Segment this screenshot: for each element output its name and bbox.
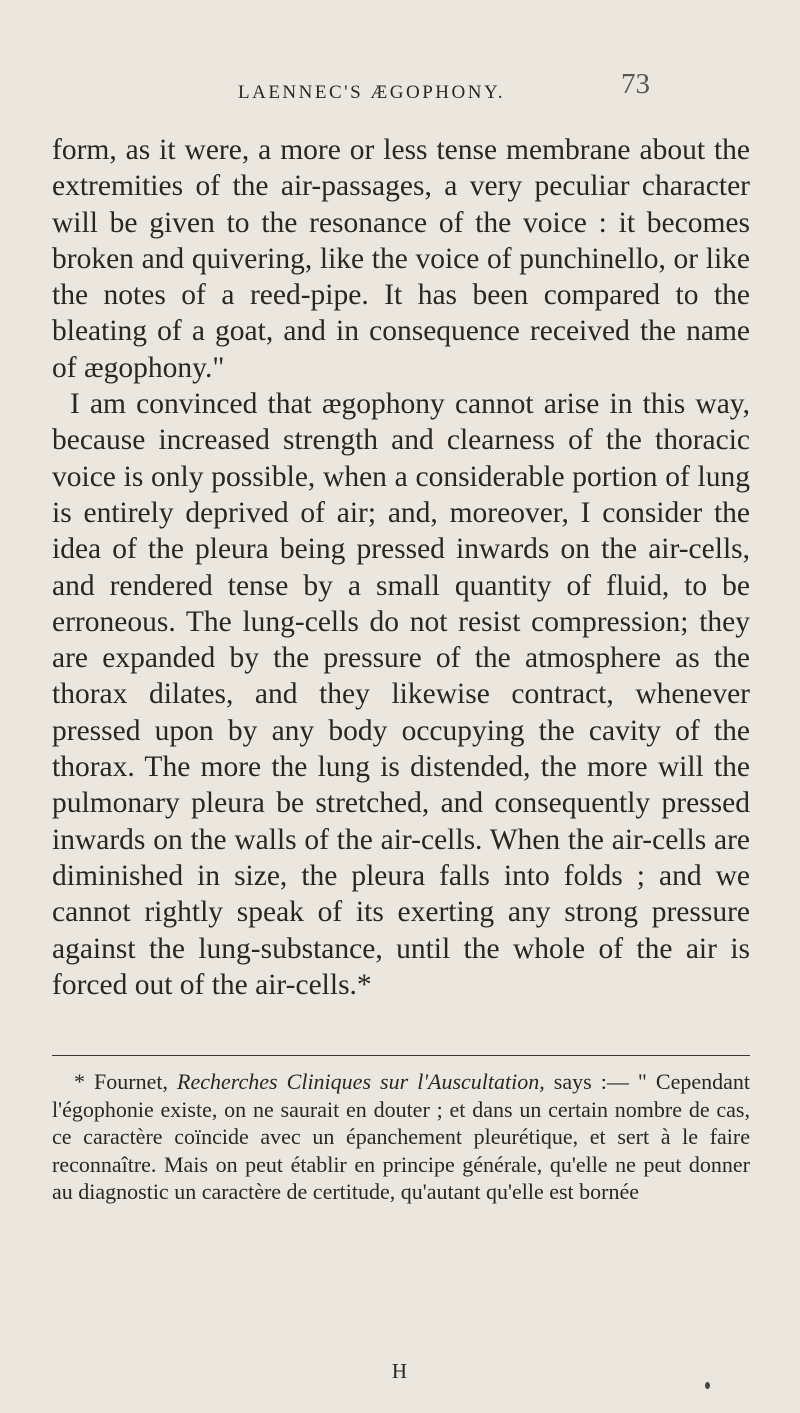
footnote-author: * Fournet,	[74, 1069, 168, 1094]
page-number: 73	[621, 68, 650, 100]
body-text	[52, 132, 750, 1003]
footnote-text: says :— " Cependant l'égophonie existe, on ne saurait en douter ; et dans un certain nombre de cas, ce caractère coïncide avec un épanchement pleurétique, et sert à le faire reconnaître. Mais on peut établir en principe générale, qu'elle ne peut donner au diagnostic un caractère de certitude, qu'autant qu'elle est bornée	[52, 1069, 750, 1204]
footnote-rule	[52, 1055, 750, 1056]
running-head	[238, 64, 650, 116]
footnote	[52, 1068, 750, 1206]
paragraph: I am convinced that ægophony cannot arise in this way, because increased strength and clearness of the thoracic voice is only possible, when a considerable portion of lung is entirely deprived of air; and, moreover, I consider the idea of the pleura being pressed inwards on the air-cells, and rendered tense by a small quantity of fluid, to be erroneous. The lung-cells do not resist compression; they are expanded by the pressure of the atmosphere as the thorax dilates, and they likewise contract, whenever pressed upon by any body occupying the cavity of the thorax. The more the lung is distended, the more will the pulmonary pleura be stretched, and consequently pressed inwards on the walls of the air-cells. When the air-cells are diminished in size, the pleura falls into folds ; and we cannot rightly speak of its exerting any strong pressure against the lung-substance, until the whole of the air is forced out of the air-cells.*	[52, 388, 750, 1001]
signature-mark: H	[391, 1359, 409, 1383]
running-title: LAENNEC'S ÆGOPHONY.	[238, 82, 505, 103]
footnote-work-title: Recherches Cliniques sur l'Auscultation,	[177, 1069, 545, 1094]
ink-spot	[705, 1382, 710, 1389]
paragraph-continued: form, as it were, a more or less tense membrane about the extremities of the air-passages, a very peculiar character will be given to the resonance of the voice : it becomes broken and quivering, like the voice of punchinello, or like the notes of a reed-pipe. It has been compared to the bleating of a goat, and in consequence received the name of ægophony."	[52, 134, 750, 384]
